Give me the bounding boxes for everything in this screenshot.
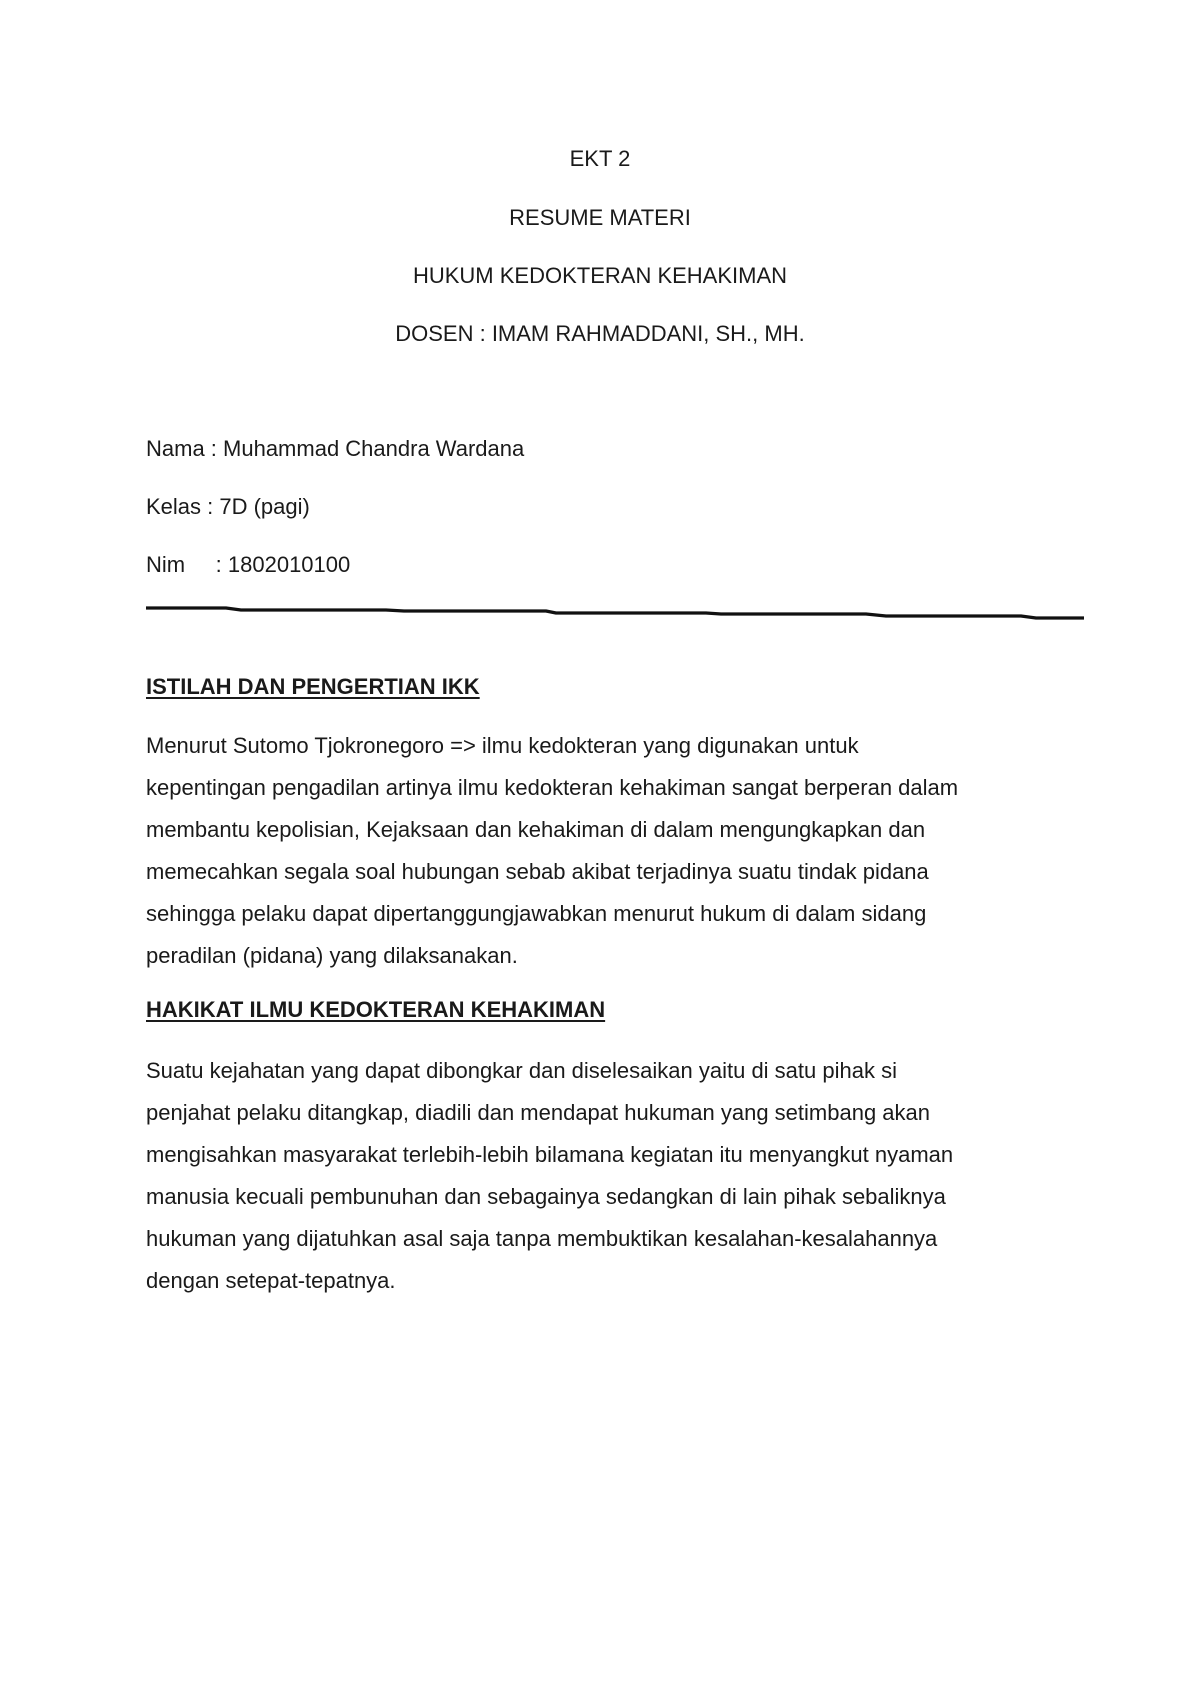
separator-rule bbox=[146, 598, 1084, 624]
paragraph-line: Suatu kejahatan yang dapat dibongkar dan diselesaikan yaitu di satu pihak si bbox=[146, 1058, 897, 1083]
section-heading-istilah: ISTILAH DAN PENGERTIAN IKK bbox=[146, 674, 480, 699]
student-nim: Nim : 1802010100 bbox=[146, 552, 351, 577]
paragraph-line: dengan setepat-tepatnya. bbox=[146, 1268, 396, 1293]
student-name: Nama : Muhammad Chandra Wardana bbox=[146, 436, 525, 461]
section-paragraph-hakikat bbox=[146, 1050, 1086, 1302]
paragraph-line: Menurut Sutomo Tjokronegoro => ilmu kedokteran yang digunakan untuk bbox=[146, 733, 859, 758]
student-class: Kelas : 7D (pagi) bbox=[146, 494, 310, 519]
paragraph-line: penjahat pelaku ditangkap, diadili dan mendapat hukuman yang setimbang akan bbox=[146, 1100, 931, 1125]
paragraph-line: hukuman yang dijatuhkan asal saja tanpa membuktikan kesalahan-kesalahannya bbox=[146, 1226, 938, 1251]
section-paragraph-istilah bbox=[146, 725, 1086, 977]
lecturer-name: DOSEN : IMAM RAHMADDANI, SH., MH. bbox=[395, 321, 805, 346]
paragraph-line: membantu kepolisian, Kejaksaan dan kehakiman di dalam mengungkapkan dan bbox=[146, 817, 926, 842]
paragraph-line: kepentingan pengadilan artinya ilmu kedokteran kehakiman sangat berperan dalam bbox=[146, 775, 959, 800]
paragraph-line: memecahkan segala soal hubungan sebab akibat terjadinya suatu tindak pidana bbox=[146, 859, 929, 884]
paragraph-line: manusia kecuali pembunuhan dan sebagainya sedangkan di lain pihak sebaliknya bbox=[146, 1184, 946, 1209]
document-code: EKT 2 bbox=[569, 146, 631, 171]
paragraph-line: mengisahkan masyarakat terlebih-lebih bilamana kegiatan itu menyangkut nyaman bbox=[146, 1142, 954, 1167]
section-heading-hakikat: HAKIKAT ILMU KEDOKTERAN KEHAKIMAN bbox=[146, 997, 606, 1022]
paragraph-line: sehingga pelaku dapat dipertanggungjawabkan menurut hukum di dalam sidang bbox=[146, 901, 927, 926]
document-type: RESUME MATERI bbox=[509, 205, 691, 230]
course-title: HUKUM KEDOKTERAN KEHAKIMAN bbox=[412, 263, 788, 288]
paragraph-line: peradilan (pidana) yang dilaksanakan. bbox=[146, 943, 518, 968]
